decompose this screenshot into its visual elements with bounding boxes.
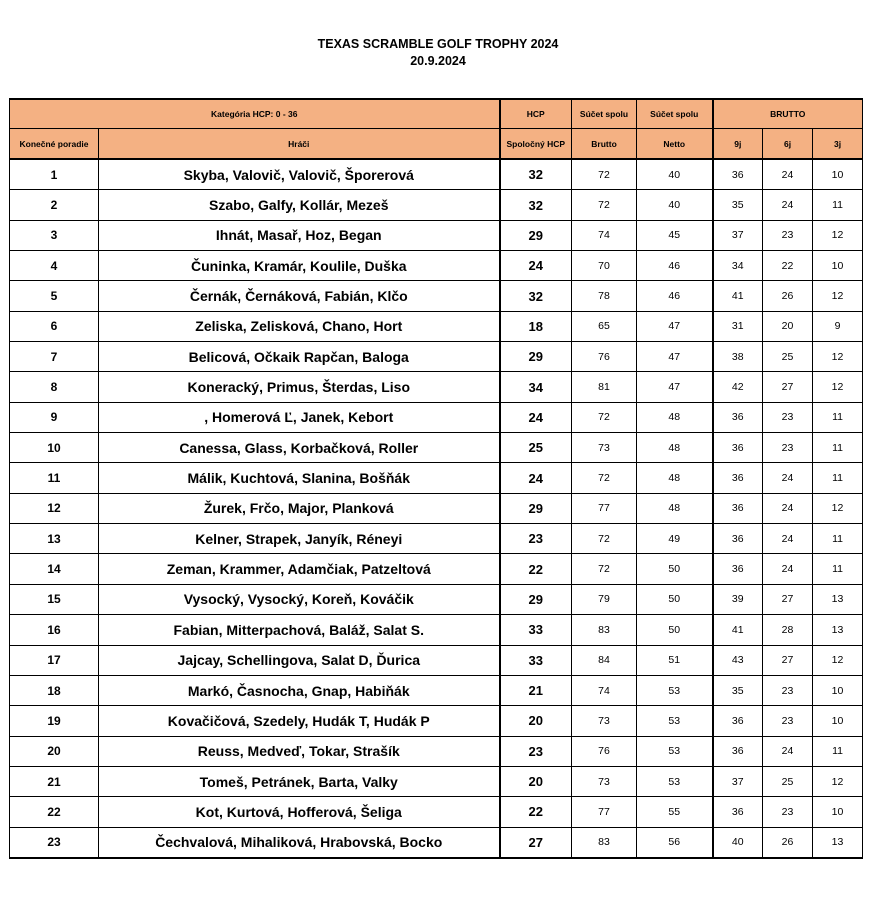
brutto-3-cell: 10	[813, 675, 863, 705]
gross-total-cell: 72	[572, 402, 637, 432]
table-row	[10, 766, 863, 796]
brutto-6-cell: 24	[763, 736, 813, 766]
gross-total-cell: 73	[572, 766, 637, 796]
brutto-9-cell: 36	[713, 159, 763, 190]
net-total-cell: 47	[637, 311, 713, 341]
brutto-6-cell: 26	[763, 827, 813, 858]
gross-total-cell: 81	[572, 372, 637, 402]
team-hcp-header: Spoločný HCP	[500, 129, 572, 160]
rank-cell: 20	[10, 736, 99, 766]
net-total-cell: 51	[637, 645, 713, 675]
rank-cell: 13	[10, 524, 99, 554]
gross-total-cell: 65	[572, 311, 637, 341]
players-cell: Kovačičová, Szedely, Hudák T, Hudák P	[99, 706, 500, 736]
team-hcp-cell: 22	[500, 554, 572, 584]
rank-cell: 12	[10, 493, 99, 523]
brutto-9-header: 9j	[713, 129, 763, 160]
brutto-6-cell: 27	[763, 584, 813, 614]
table-row	[10, 827, 863, 858]
rank-cell: 15	[10, 584, 99, 614]
brutto-9-cell: 36	[713, 706, 763, 736]
brutto-3-cell: 12	[813, 493, 863, 523]
rank-cell: 5	[10, 281, 99, 311]
rank-cell: 10	[10, 433, 99, 463]
brutto-9-cell: 36	[713, 463, 763, 493]
document-date: 20.9.2024	[410, 54, 466, 68]
net-total-cell: 48	[637, 493, 713, 523]
category-header: Kategória HCP: 0 - 36	[10, 99, 500, 129]
gross-total-cell: 72	[572, 554, 637, 584]
gross-total-cell: 83	[572, 827, 637, 858]
brutto-6-cell: 25	[763, 342, 813, 372]
brutto-9-cell: 36	[713, 493, 763, 523]
brutto-6-cell: 23	[763, 706, 813, 736]
rank-header: Konečné poradie	[10, 129, 99, 160]
brutto-9-cell: 37	[713, 766, 763, 796]
gross-total-cell: 72	[572, 463, 637, 493]
brutto-9-cell: 36	[713, 524, 763, 554]
table-row	[10, 797, 863, 827]
gross-total-cell: 72	[572, 524, 637, 554]
net-total-cell: 48	[637, 433, 713, 463]
header-row-1	[10, 99, 863, 129]
players-cell: Čuninka, Kramár, Koulile, Duška	[99, 251, 500, 281]
players-cell: Kelner, Strapek, Janyík, Réneyi	[99, 524, 500, 554]
brutto-3-cell: 12	[813, 766, 863, 796]
gross-total-cell: 79	[572, 584, 637, 614]
gross-total-cell: 77	[572, 493, 637, 523]
brutto-3-cell: 11	[813, 554, 863, 584]
brutto-3-cell: 10	[813, 159, 863, 190]
rank-cell: 2	[10, 190, 99, 220]
team-hcp-cell: 33	[500, 615, 572, 645]
brutto-3-cell: 10	[813, 251, 863, 281]
team-hcp-cell: 23	[500, 524, 572, 554]
table-row	[10, 554, 863, 584]
net-total-cell: 49	[637, 524, 713, 554]
results-table	[9, 98, 863, 859]
players-cell: Belicová, Očkaik Rapčan, Baloga	[99, 342, 500, 372]
table-row	[10, 402, 863, 432]
gross-total-cell: 72	[572, 190, 637, 220]
brutto-9-cell: 38	[713, 342, 763, 372]
brutto-3-cell: 12	[813, 342, 863, 372]
rank-cell: 14	[10, 554, 99, 584]
rank-cell: 3	[10, 220, 99, 250]
team-hcp-cell: 24	[500, 251, 572, 281]
brutto-6-cell: 20	[763, 311, 813, 341]
rank-cell: 9	[10, 402, 99, 432]
table-row	[10, 342, 863, 372]
net-total-cell: 56	[637, 827, 713, 858]
net-total-cell: 50	[637, 554, 713, 584]
brutto-9-cell: 35	[713, 675, 763, 705]
net-total-cell: 50	[637, 615, 713, 645]
brutto-6-cell: 23	[763, 433, 813, 463]
net-total-cell: 53	[637, 675, 713, 705]
brutto-3-cell: 11	[813, 736, 863, 766]
brutto-9-cell: 42	[713, 372, 763, 402]
gross-total-cell: 73	[572, 433, 637, 463]
net-total-cell: 47	[637, 342, 713, 372]
table-row	[10, 433, 863, 463]
rank-cell: 7	[10, 342, 99, 372]
brutto-3-cell: 10	[813, 706, 863, 736]
document-title-block	[0, 36, 876, 70]
table-row	[10, 463, 863, 493]
net-total-cell: 53	[637, 766, 713, 796]
table-row	[10, 159, 863, 190]
rank-cell: 17	[10, 645, 99, 675]
table-row	[10, 220, 863, 250]
gross-total-cell: 73	[572, 706, 637, 736]
rank-cell: 4	[10, 251, 99, 281]
net-total-cell: 40	[637, 159, 713, 190]
brutto-6-cell: 23	[763, 402, 813, 432]
players-cell: Vysocký, Vysocký, Koreň, Kováčik	[99, 584, 500, 614]
header-row-2	[10, 129, 863, 160]
table-row	[10, 584, 863, 614]
brutto-9-cell: 36	[713, 797, 763, 827]
rank-cell: 21	[10, 766, 99, 796]
players-cell: Čechvalová, Mihaliková, Hrabovská, Bocko	[99, 827, 500, 858]
brutto-3-cell: 12	[813, 281, 863, 311]
rank-cell: 6	[10, 311, 99, 341]
brutto-9-cell: 36	[713, 736, 763, 766]
brutto-3-cell: 11	[813, 463, 863, 493]
gross-total-cell: 76	[572, 736, 637, 766]
brutto-6-cell: 24	[763, 463, 813, 493]
team-hcp-cell: 32	[500, 190, 572, 220]
brutto-3-cell: 13	[813, 584, 863, 614]
rank-cell: 11	[10, 463, 99, 493]
brutto-9-cell: 36	[713, 402, 763, 432]
net-total-cell: 55	[637, 797, 713, 827]
brutto-3-cell: 12	[813, 220, 863, 250]
brutto-6-header: 6j	[763, 129, 813, 160]
brutto-6-cell: 24	[763, 493, 813, 523]
table-row	[10, 615, 863, 645]
players-header: Hráči	[99, 129, 500, 160]
table-row	[10, 251, 863, 281]
players-cell: Szabo, Galfy, Kollár, Mezeš	[99, 190, 500, 220]
brutto-9-cell: 39	[713, 584, 763, 614]
team-hcp-cell: 18	[500, 311, 572, 341]
team-hcp-cell: 20	[500, 766, 572, 796]
gross-total-cell: 83	[572, 615, 637, 645]
team-hcp-cell: 34	[500, 372, 572, 402]
net-total-cell: 48	[637, 463, 713, 493]
net-total-cell: 53	[637, 736, 713, 766]
brutto-9-cell: 37	[713, 220, 763, 250]
hcp-header: HCP	[500, 99, 572, 129]
brutto-6-cell: 24	[763, 524, 813, 554]
table-row	[10, 493, 863, 523]
brutto-9-cell: 43	[713, 645, 763, 675]
players-cell: Málik, Kuchtová, Slanina, Bošňák	[99, 463, 500, 493]
brutto-3-cell: 11	[813, 524, 863, 554]
brutto-6-cell: 23	[763, 220, 813, 250]
rank-cell: 1	[10, 159, 99, 190]
players-cell: Kot, Kurtová, Hofferová, Šeliga	[99, 797, 500, 827]
team-hcp-cell: 32	[500, 159, 572, 190]
team-hcp-cell: 25	[500, 433, 572, 463]
table-row	[10, 281, 863, 311]
brutto-3-cell: 11	[813, 402, 863, 432]
brutto-9-cell: 36	[713, 554, 763, 584]
brutto-3-cell: 12	[813, 372, 863, 402]
brutto-3-cell: 12	[813, 645, 863, 675]
team-hcp-cell: 29	[500, 584, 572, 614]
players-cell: Jajcay, Schellingova, Salat D, Ďurica	[99, 645, 500, 675]
gross-total-cell: 78	[572, 281, 637, 311]
gross-total-cell: 76	[572, 342, 637, 372]
team-hcp-cell: 32	[500, 281, 572, 311]
players-cell: Fabian, Mitterpachová, Baláž, Salat S.	[99, 615, 500, 645]
net-total-cell: 46	[637, 281, 713, 311]
brutto-6-cell: 22	[763, 251, 813, 281]
table-row	[10, 311, 863, 341]
players-cell: Zeliska, Zelisková, Chano, Hort	[99, 311, 500, 341]
gross-total-cell: 74	[572, 220, 637, 250]
gross-total-cell: 74	[572, 675, 637, 705]
net-total-cell: 53	[637, 706, 713, 736]
brutto-3-header: 3j	[813, 129, 863, 160]
brutto-9-cell: 34	[713, 251, 763, 281]
team-hcp-cell: 22	[500, 797, 572, 827]
gross-total-cell: 77	[572, 797, 637, 827]
team-hcp-cell: 20	[500, 706, 572, 736]
table-row	[10, 675, 863, 705]
players-cell: Černák, Černáková, Fabián, Klčo	[99, 281, 500, 311]
team-hcp-cell: 33	[500, 645, 572, 675]
net-header: Netto	[637, 129, 713, 160]
rank-cell: 22	[10, 797, 99, 827]
brutto-6-cell: 24	[763, 554, 813, 584]
brutto-6-cell: 24	[763, 190, 813, 220]
brutto-6-cell: 24	[763, 159, 813, 190]
table-row	[10, 736, 863, 766]
gross-total-cell: 84	[572, 645, 637, 675]
players-cell: Ihnát, Masař, Hoz, Began	[99, 220, 500, 250]
brutto-6-cell: 28	[763, 615, 813, 645]
rank-cell: 18	[10, 675, 99, 705]
rank-cell: 23	[10, 827, 99, 858]
brutto-3-cell: 11	[813, 190, 863, 220]
gross-total-cell: 72	[572, 159, 637, 190]
brutto-6-cell: 23	[763, 797, 813, 827]
table-row	[10, 645, 863, 675]
net-total-cell: 40	[637, 190, 713, 220]
players-cell: Canessa, Glass, Korbačková, Roller	[99, 433, 500, 463]
gross-header: Brutto	[572, 129, 637, 160]
brutto-6-cell: 25	[763, 766, 813, 796]
brutto-3-cell: 9	[813, 311, 863, 341]
team-hcp-cell: 29	[500, 493, 572, 523]
brutto-3-cell: 13	[813, 827, 863, 858]
rank-cell: 19	[10, 706, 99, 736]
document-title: TEXAS SCRAMBLE GOLF TROPHY 2024	[317, 37, 559, 51]
brutto-header: BRUTTO	[713, 99, 863, 129]
brutto-9-cell: 31	[713, 311, 763, 341]
net-total-cell: 48	[637, 402, 713, 432]
brutto-9-cell: 35	[713, 190, 763, 220]
sum-gross-header: Súčet spolu	[572, 99, 637, 129]
table-row	[10, 524, 863, 554]
team-hcp-cell: 23	[500, 736, 572, 766]
players-cell: Koneracký, Primus, Šterdas, Liso	[99, 372, 500, 402]
brutto-9-cell: 41	[713, 281, 763, 311]
brutto-3-cell: 10	[813, 797, 863, 827]
sum-net-header: Súčet spolu	[637, 99, 713, 129]
brutto-6-cell: 27	[763, 372, 813, 402]
gross-total-cell: 70	[572, 251, 637, 281]
team-hcp-cell: 21	[500, 675, 572, 705]
brutto-3-cell: 13	[813, 615, 863, 645]
players-cell: Markó, Časnocha, Gnap, Habiňák	[99, 675, 500, 705]
players-cell: Žurek, Frčo, Major, Planková	[99, 493, 500, 523]
table-row	[10, 190, 863, 220]
table-row	[10, 372, 863, 402]
brutto-9-cell: 40	[713, 827, 763, 858]
team-hcp-cell: 24	[500, 402, 572, 432]
players-cell: Zeman, Krammer, Adamčiak, Patzeltová	[99, 554, 500, 584]
net-total-cell: 47	[637, 372, 713, 402]
brutto-6-cell: 26	[763, 281, 813, 311]
rank-cell: 16	[10, 615, 99, 645]
rank-cell: 8	[10, 372, 99, 402]
brutto-9-cell: 36	[713, 433, 763, 463]
players-cell: Reuss, Medveď, Tokar, Strašík	[99, 736, 500, 766]
table-row	[10, 706, 863, 736]
players-cell: Tomeš, Petránek, Barta, Valky	[99, 766, 500, 796]
team-hcp-cell: 24	[500, 463, 572, 493]
team-hcp-cell: 29	[500, 342, 572, 372]
brutto-6-cell: 23	[763, 675, 813, 705]
brutto-9-cell: 41	[713, 615, 763, 645]
players-cell: , Homerová Ľ, Janek, Kebort	[99, 402, 500, 432]
players-cell: Skyba, Valovič, Valovič, Šporerová	[99, 159, 500, 190]
brutto-6-cell: 27	[763, 645, 813, 675]
brutto-3-cell: 11	[813, 433, 863, 463]
team-hcp-cell: 29	[500, 220, 572, 250]
net-total-cell: 50	[637, 584, 713, 614]
net-total-cell: 45	[637, 220, 713, 250]
team-hcp-cell: 27	[500, 827, 572, 858]
net-total-cell: 46	[637, 251, 713, 281]
